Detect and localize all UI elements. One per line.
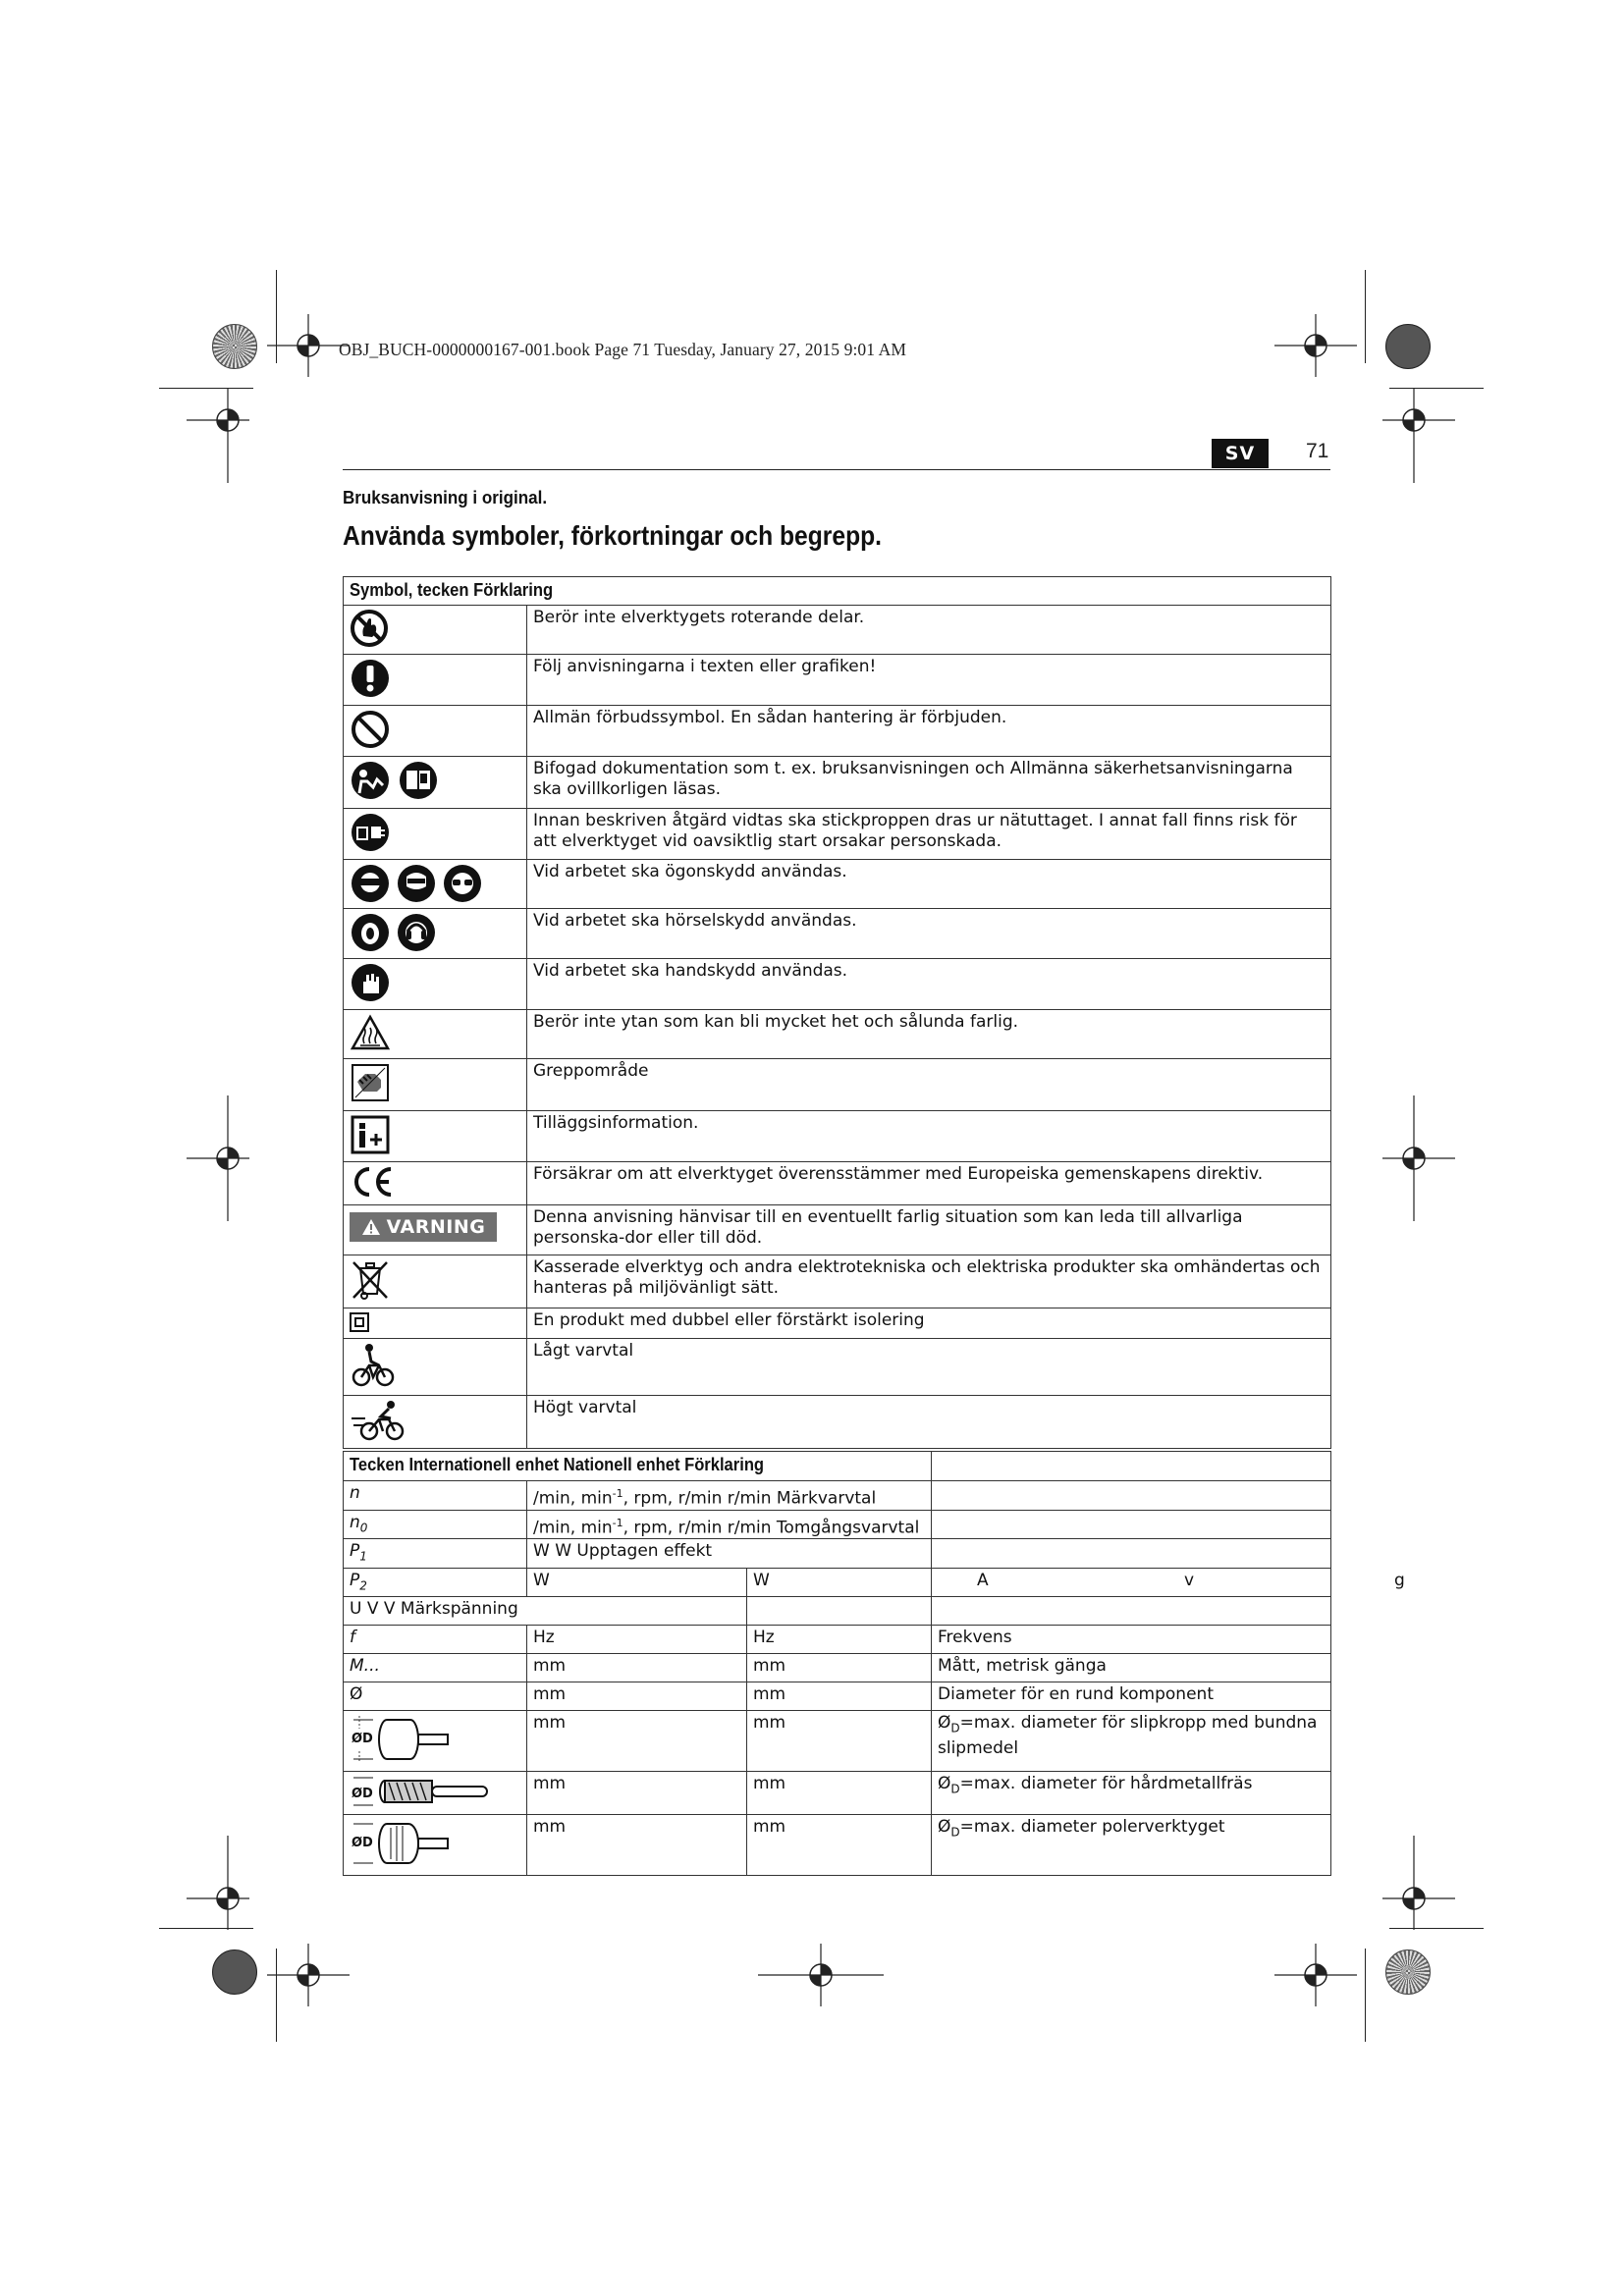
symbol-explanation: Lågt varvtal (527, 1339, 1331, 1396)
sign-cell: P (350, 1541, 360, 1562)
unit-cell: W (527, 1568, 747, 1596)
table-row (344, 1396, 1331, 1449)
unit-cell: mm (527, 1815, 747, 1876)
table-row (344, 1815, 1331, 1876)
unit-superscript: -1 (612, 1487, 623, 1500)
sign-cell: f (350, 1628, 355, 1648)
diameter-symbol: Ø (938, 1774, 951, 1794)
unit-superscript: -1 (612, 1516, 623, 1529)
table-header-row (344, 577, 1331, 606)
national-unit-cell: mm (747, 1682, 932, 1711)
unit-cell: Hz (527, 1626, 747, 1654)
table-row (344, 959, 1331, 1010)
color-rosette-bottom-left (212, 1949, 257, 1995)
crop-line (1365, 270, 1366, 363)
symbol-explanation: Försäkrar om att elverktyget överensstämmer med Europeiska gemenskapens direktiv. (527, 1162, 1331, 1205)
symbol-explanation: Berör inte elverktygets roterande delar. (527, 606, 1331, 655)
diameter-symbol: Ø (938, 1713, 951, 1734)
safety-goggles-icon (442, 863, 483, 904)
crop-line (1365, 1949, 1366, 2042)
table-row (344, 1772, 1331, 1815)
unit-cell: W W Upptagen effekt (527, 1539, 932, 1568)
warning-label-text: VARNING (386, 1215, 486, 1238)
unplug-icon (350, 812, 391, 853)
symbol-explanation: Högt varvtal (527, 1396, 1331, 1449)
crossed-bin-icon (350, 1258, 391, 1302)
header-rule (343, 469, 1330, 470)
explanation-cell: =max. diameter för hårdmetallfräs (959, 1774, 1253, 1794)
units-table (343, 1451, 1331, 1876)
table-header-row (344, 1452, 1331, 1481)
stray-letter: g (1394, 1571, 1405, 1590)
national-unit-cell: mm (747, 1815, 932, 1876)
subtitle: Bruksanvisning i original. (343, 487, 548, 507)
table-row (344, 909, 1331, 959)
hearing-protection-icon (350, 912, 391, 953)
prohibition-icon (350, 709, 391, 750)
symbol-explanation: Vid arbetet ska hörselskydd användas. (527, 909, 1331, 959)
symbol-explanation: Greppområde (527, 1059, 1331, 1111)
table-row (344, 1255, 1331, 1308)
registration-mark (1373, 389, 1455, 483)
exclamation-icon (350, 658, 391, 699)
table-row (344, 706, 1331, 757)
table-row (344, 1205, 1331, 1255)
symbol-explanation: Denna anvisning hänvisar till en eventuellt farlig situation som kan leda till allvarliga personska-dor eller till död. (527, 1205, 1331, 1255)
table-row (344, 1568, 1331, 1596)
table-row (344, 1711, 1331, 1772)
diameter-label: ØD (352, 1729, 373, 1749)
table-row (344, 1510, 1331, 1539)
page-title: Använda symboler, förkortningar och begrepp. (343, 520, 883, 551)
info-icon (350, 1114, 391, 1155)
symbols-table-header: Symbol, tecken Förklaring (350, 580, 554, 600)
do-not-touch-rotating-icon (350, 609, 389, 648)
table-row (344, 655, 1331, 706)
diameter-label: ØD (352, 1784, 373, 1804)
unit-cell: /min, min (533, 1518, 613, 1538)
warning-triangle-icon (361, 1218, 381, 1236)
face-shield-icon (350, 863, 391, 904)
explanation-fragment: v (1184, 1570, 1195, 1590)
sign-subscript: 2 (359, 1578, 367, 1593)
sign-subscript: 1 (359, 1549, 367, 1564)
symbol-explanation: Tilläggsinformation. (527, 1111, 1331, 1162)
hand-protection-icon (350, 962, 391, 1003)
symbol-explanation: Vid arbetet ska handskydd användas. (527, 959, 1331, 1010)
symbol-explanation: Kasserade elverktyg och andra elektrotekniska och elektriska produkter ska omhändertas och hanteras på miljövänligt sätt. (527, 1255, 1331, 1308)
diameter-label: ØD (352, 1833, 373, 1853)
registration-mark (187, 1095, 249, 1221)
registration-mark (1274, 314, 1357, 377)
ear-muffs-icon (396, 912, 437, 953)
table-row (344, 1308, 1331, 1339)
diameter-subscript: D (950, 1782, 960, 1796)
table-row (344, 1059, 1331, 1111)
explanation-cell: Diameter för en rund komponent (932, 1682, 1331, 1711)
table-row (344, 1010, 1331, 1059)
national-unit-cell: mm (747, 1711, 932, 1772)
hot-surface-icon (350, 1013, 391, 1052)
registration-mark (1373, 1095, 1455, 1221)
diameter-subscript: D (950, 1721, 960, 1735)
registration-mark (187, 1836, 249, 1930)
sign-cell: U V V Märkspänning (344, 1597, 747, 1626)
color-rosette-bottom-right (1385, 1949, 1431, 1995)
sign-cell: M... (350, 1656, 380, 1677)
unit-cell: , rpm, r/min r/min Tomgångsvarvtal (623, 1518, 920, 1538)
diameter-subscript: D (950, 1825, 960, 1840)
color-rosette-top-left (212, 324, 257, 369)
table-row (344, 1111, 1331, 1162)
registration-mark (267, 314, 350, 377)
unit-cell: mm (527, 1654, 747, 1682)
sign-cell: n (350, 1512, 360, 1532)
table-row (344, 1539, 1331, 1568)
registration-mark (1373, 1836, 1455, 1930)
symbol-explanation: Bifogad dokumentation som t. ex. bruksanvisningen och Allmänna säkerhetsanvisningarna ska ovillkorligen läsas. (527, 757, 1331, 809)
registration-mark (267, 1944, 350, 2006)
table-row (344, 809, 1331, 860)
symbol-explanation: Berör inte ytan som kan bli mycket het och sålunda farlig. (527, 1010, 1331, 1059)
page-number: 71 (1306, 440, 1329, 462)
table-row (344, 1626, 1331, 1654)
book-file-header: OBJ_BUCH-0000000167-001.book Page 71 Tuesday, January 27, 2015 9:01 AM (339, 340, 907, 359)
units-table-header: Tecken Internationell enhet Nationell enhet Förklaring (350, 1455, 765, 1474)
sign-cell: n (350, 1483, 360, 1503)
sign-cell: P (350, 1570, 360, 1590)
table-row (344, 1654, 1331, 1682)
table-row (344, 1682, 1331, 1711)
diameter-symbol: Ø (938, 1817, 951, 1838)
sign-subscript: 0 (359, 1521, 368, 1535)
low-speed-icon (350, 1342, 397, 1389)
national-unit-cell: mm (747, 1654, 932, 1682)
unit-cell: /min, min (533, 1488, 613, 1509)
symbols-table (343, 576, 1331, 1449)
explanation-cell: =max. diameter för slipkropp med bundna slipmedel (938, 1713, 1318, 1759)
table-row (344, 1481, 1331, 1511)
unit-cell: mm (527, 1772, 747, 1815)
sign-cell: Ø (350, 1684, 363, 1705)
registration-mark (187, 389, 249, 483)
color-rosette-top-right (1385, 324, 1431, 369)
table-header-cell (344, 577, 1331, 606)
grip-area-icon (350, 1062, 391, 1103)
high-speed-icon (350, 1399, 408, 1442)
table-row (344, 1162, 1331, 1205)
table-row (344, 757, 1331, 809)
table-row (344, 606, 1331, 655)
registration-mark (758, 1944, 884, 2006)
national-unit-cell: mm (747, 1772, 932, 1815)
explanation-cell: Frekvens (932, 1626, 1331, 1654)
double-insulation-icon (350, 1312, 369, 1332)
explanation-cell: A (977, 1570, 989, 1590)
symbol-explanation: Allmän förbudssymbol. En sådan hantering är förbjuden. (527, 706, 1331, 757)
table-row (344, 1597, 1331, 1626)
explanation-cell: =max. diameter polerverktyget (959, 1817, 1225, 1838)
symbol-explanation: Vid arbetet ska ögonskydd användas. (527, 860, 1331, 909)
language-badge: SV (1212, 439, 1269, 468)
unit-cell: mm (527, 1711, 747, 1772)
safety-instructions-icon (350, 760, 393, 801)
symbol-explanation: En produkt med dubbel eller förstärkt isolering (527, 1308, 1331, 1339)
unit-cell: mm (527, 1682, 747, 1711)
symbol-explanation: Följ anvisningarna i texten eller grafiken! (527, 655, 1331, 706)
warning-label-icon (350, 1212, 497, 1242)
read-documentation-icon (398, 760, 441, 801)
explanation-cell: Mått, metrisk gänga (932, 1654, 1331, 1682)
national-unit-cell: W (747, 1568, 932, 1596)
national-unit-cell: Hz (747, 1626, 932, 1654)
ce-mark-icon (350, 1165, 395, 1199)
registration-mark (1274, 1944, 1357, 2006)
eye-protection-icon (396, 863, 437, 904)
table-row (344, 860, 1331, 909)
unit-cell: , rpm, r/min r/min Märkvarvtal (623, 1488, 877, 1509)
table-row (344, 1339, 1331, 1396)
symbol-explanation: Innan beskriven åtgärd vidtas ska stickproppen dras ur nätuttaget. I annat fall finns risk för att elverktyget vid oavsiktlig start orsakar personskada. (527, 809, 1331, 860)
